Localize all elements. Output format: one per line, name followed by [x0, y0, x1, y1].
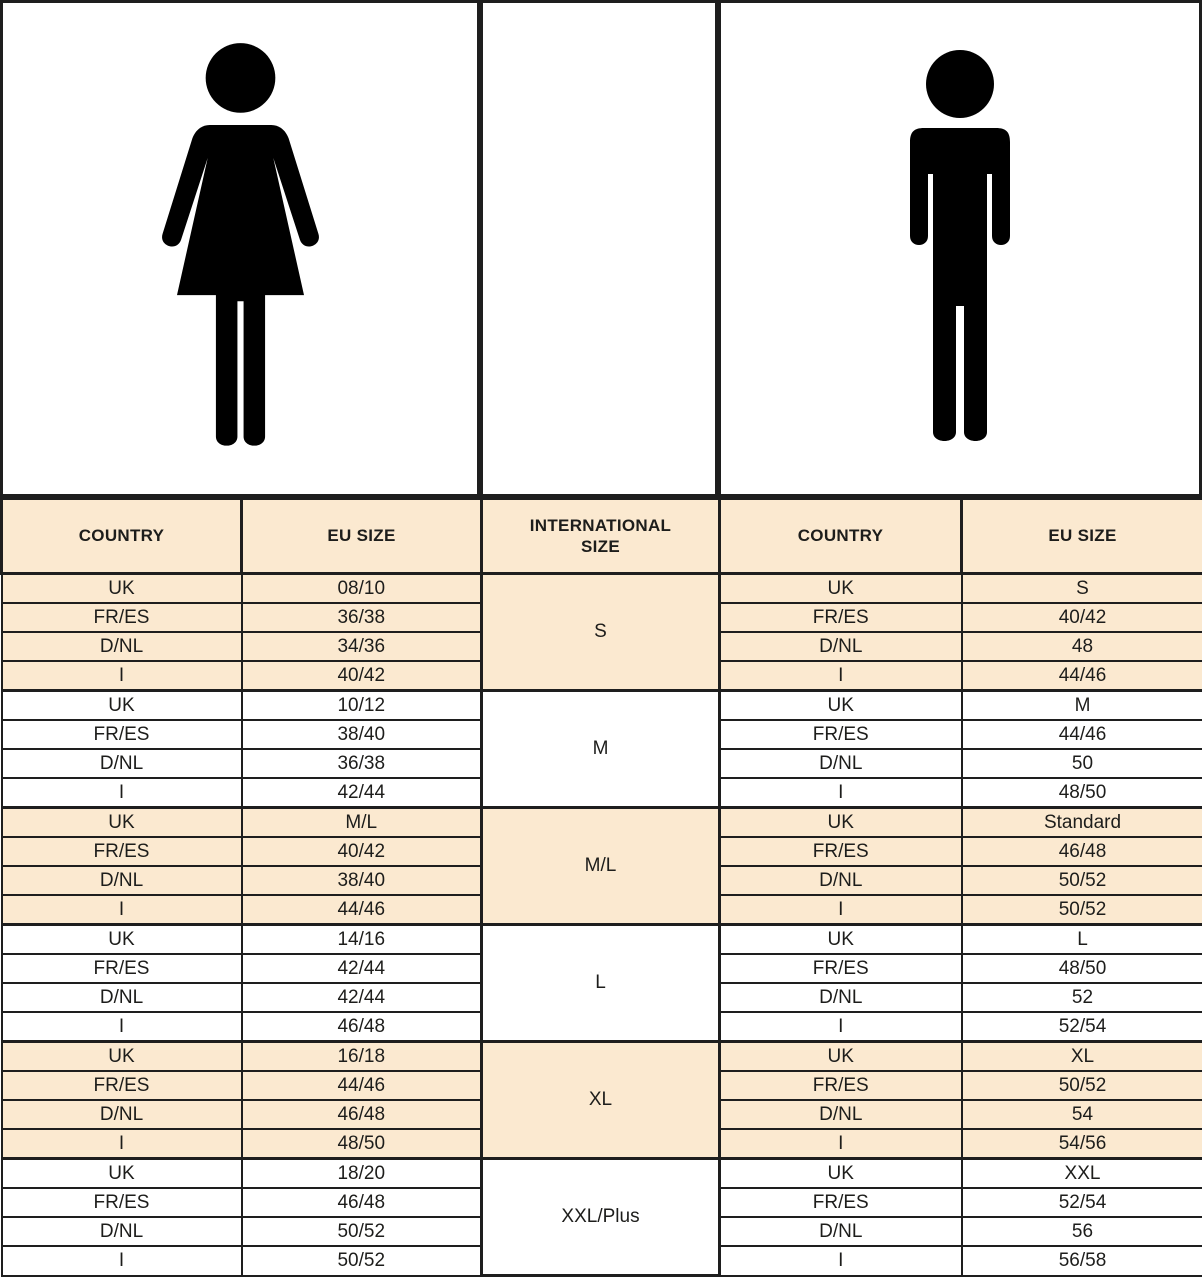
country-cell: I [2, 1012, 242, 1042]
country-cell: D/NL [720, 1217, 962, 1246]
international-size-cell: S [482, 574, 720, 691]
international-size-cell: L [482, 925, 720, 1042]
men-country-header: COUNTRY [720, 499, 962, 574]
table-row [2, 691, 1202, 721]
women-eu-cell: 44/46 [242, 895, 482, 925]
table-row [2, 574, 1202, 604]
women-eu-cell: M/L [242, 808, 482, 838]
country-cell: UK [720, 808, 962, 838]
men-eu-size-header: EU SIZE [962, 499, 1202, 574]
women-eu-cell: 10/12 [242, 691, 482, 721]
header-row [2, 499, 1202, 574]
international-figure-box [480, 0, 718, 497]
country-cell: UK [720, 925, 962, 955]
women-eu-cell: 46/48 [242, 1188, 482, 1217]
men-eu-cell: XL [962, 1042, 1202, 1072]
country-cell: FR/ES [2, 1071, 242, 1100]
women-eu-cell: 38/40 [242, 720, 482, 749]
men-figure-box [718, 0, 1202, 497]
country-cell: D/NL [2, 1100, 242, 1129]
country-cell: FR/ES [2, 837, 242, 866]
men-eu-cell: 56/58 [962, 1246, 1202, 1275]
women-eu-cell: 40/42 [242, 661, 482, 691]
country-cell: UK [720, 1042, 962, 1072]
women-eu-cell: 16/18 [242, 1042, 482, 1072]
women-eu-cell: 44/46 [242, 1071, 482, 1100]
country-cell: FR/ES [720, 954, 962, 983]
men-eu-cell: 52 [962, 983, 1202, 1012]
women-eu-cell: 48/50 [242, 1129, 482, 1159]
women-eu-cell: 46/48 [242, 1100, 482, 1129]
country-cell: I [2, 661, 242, 691]
women-eu-cell: 42/44 [242, 983, 482, 1012]
women-eu-cell: 14/16 [242, 925, 482, 955]
country-cell: FR/ES [720, 1071, 962, 1100]
men-eu-cell: 50 [962, 749, 1202, 778]
country-cell: UK [720, 691, 962, 721]
country-cell: I [2, 1129, 242, 1159]
women-eu-cell: 18/20 [242, 1159, 482, 1189]
women-eu-cell: 42/44 [242, 954, 482, 983]
country-cell: FR/ES [720, 603, 962, 632]
women-eu-cell: 46/48 [242, 1012, 482, 1042]
country-cell: UK [2, 691, 242, 721]
men-eu-cell: 54/56 [962, 1129, 1202, 1159]
men-eu-cell: 48/50 [962, 778, 1202, 808]
country-cell: D/NL [2, 983, 242, 1012]
men-eu-cell: 50/52 [962, 895, 1202, 925]
country-cell: UK [2, 808, 242, 838]
women-eu-cell: 38/40 [242, 866, 482, 895]
men-eu-cell: XXL [962, 1159, 1202, 1189]
country-cell: D/NL [2, 632, 242, 661]
country-cell: UK [2, 1159, 242, 1189]
women-eu-size-header: EU SIZE [242, 499, 482, 574]
men-eu-cell: 56 [962, 1217, 1202, 1246]
women-figure-box [0, 0, 480, 497]
international-size-cell: M [482, 691, 720, 808]
men-eu-cell: 48 [962, 632, 1202, 661]
country-cell: FR/ES [720, 837, 962, 866]
country-cell: D/NL [2, 1217, 242, 1246]
men-eu-cell: 50/52 [962, 866, 1202, 895]
country-cell: I [720, 778, 962, 808]
country-cell: D/NL [720, 632, 962, 661]
table-row [2, 1159, 1202, 1189]
table-row [2, 1042, 1202, 1072]
table-row [2, 808, 1202, 838]
international-size-cell: XXL/Plus [482, 1159, 720, 1276]
country-cell: I [720, 661, 962, 691]
country-cell: UK [2, 574, 242, 604]
table-row [2, 925, 1202, 955]
country-cell: UK [2, 925, 242, 955]
country-cell: I [2, 895, 242, 925]
women-eu-cell: 36/38 [242, 603, 482, 632]
country-cell: UK [720, 574, 962, 604]
country-cell: D/NL [720, 983, 962, 1012]
country-cell: FR/ES [720, 1188, 962, 1217]
country-cell: D/NL [2, 866, 242, 895]
women-eu-cell: 40/42 [242, 837, 482, 866]
men-eu-cell: 52/54 [962, 1188, 1202, 1217]
country-cell: FR/ES [720, 720, 962, 749]
men-eu-cell: 44/46 [962, 661, 1202, 691]
country-cell: FR/ES [2, 603, 242, 632]
figure-row [0, 0, 1202, 497]
men-eu-cell: M [962, 691, 1202, 721]
men-eu-cell: 46/48 [962, 837, 1202, 866]
men-eu-cell: L [962, 925, 1202, 955]
country-cell: FR/ES [2, 720, 242, 749]
woman-icon [138, 39, 343, 459]
country-cell: UK [720, 1159, 962, 1189]
men-eu-cell: Standard [962, 808, 1202, 838]
international-size-cell: XL [482, 1042, 720, 1159]
men-eu-cell: 54 [962, 1100, 1202, 1129]
country-cell: UK [2, 1042, 242, 1072]
men-eu-cell: 52/54 [962, 1012, 1202, 1042]
country-cell: I [720, 1129, 962, 1159]
country-cell: D/NL [2, 749, 242, 778]
man-icon [875, 39, 1045, 459]
women-eu-cell: 50/52 [242, 1217, 482, 1246]
women-eu-cell: 42/44 [242, 778, 482, 808]
size-conversion-table [0, 497, 1202, 1277]
women-country-header: COUNTRY [2, 499, 242, 574]
men-eu-cell: S [962, 574, 1202, 604]
country-cell: D/NL [720, 1100, 962, 1129]
men-eu-cell: 44/46 [962, 720, 1202, 749]
country-cell: I [720, 1246, 962, 1275]
country-cell: I [2, 1246, 242, 1275]
women-eu-cell: 36/38 [242, 749, 482, 778]
women-eu-cell: 50/52 [242, 1246, 482, 1275]
country-cell: I [720, 895, 962, 925]
men-eu-cell: 50/52 [962, 1071, 1202, 1100]
international-size-cell: M/L [482, 808, 720, 925]
women-eu-cell: 08/10 [242, 574, 482, 604]
women-eu-cell: 34/36 [242, 632, 482, 661]
country-cell: FR/ES [2, 954, 242, 983]
men-eu-cell: 40/42 [962, 603, 1202, 632]
country-cell: I [2, 778, 242, 808]
country-cell: D/NL [720, 749, 962, 778]
country-cell: D/NL [720, 866, 962, 895]
country-cell: I [720, 1012, 962, 1042]
international-size-header: INTERNATIONAL SIZE [482, 499, 720, 574]
country-cell: FR/ES [2, 1188, 242, 1217]
men-eu-cell: 48/50 [962, 954, 1202, 983]
